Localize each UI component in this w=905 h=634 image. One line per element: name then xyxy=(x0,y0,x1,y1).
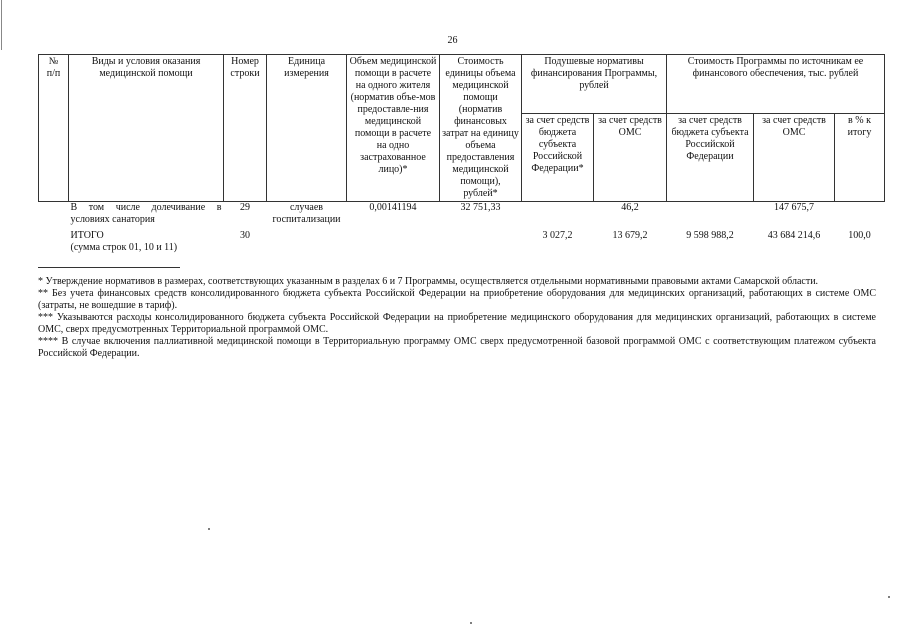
row-per-capita-oms: 46,2 xyxy=(621,202,639,213)
table-row xyxy=(39,226,885,254)
header-row-number: Номер строки xyxy=(224,55,267,202)
row-program-budget: 9 598 988,2 xyxy=(686,230,734,241)
row-per-capita-budget xyxy=(522,202,594,227)
header-per-capita-budget: за счет средств бюджета субъекта Российской Федерации* xyxy=(522,114,594,202)
header-per-capita-oms: за счет средств ОМС xyxy=(594,114,667,202)
header-cost: Стоимость единицы объема медицинской помощи (норматив финансовых затрат на единицу объема предоставления медицинской помощи), рублей* xyxy=(440,55,522,202)
scan-speck xyxy=(470,622,472,624)
header-program-budget: за счет средств бюджета субъекта Российской Федерации xyxy=(667,114,754,202)
row-program-budget xyxy=(667,202,754,227)
footnote-4: **** В случае включения паллиативной медицинской помощи в Территориальную программу ОМС сверх предусмотренной базовой программой ОМС с соответствующим платежом субъекта Российской Федерации. xyxy=(38,336,876,359)
row-volume xyxy=(347,226,440,254)
scan-speck xyxy=(888,596,890,598)
row-cost: 32 751,33 xyxy=(460,202,501,213)
row-number: 29 xyxy=(240,202,250,213)
footnote-separator xyxy=(38,267,180,268)
row-kind: ИТОГО (сумма строк 01, 10 и 11) xyxy=(70,230,178,253)
row-program-oms: 43 684 214,6 xyxy=(767,230,821,241)
row-per-capita-budget: 3 027,2 xyxy=(542,230,573,241)
row-unit: случаев госпитализации xyxy=(272,202,341,225)
footnote-1: * Утверждение нормативов в размерах, соответствующих указанным в разделах 6 и 7 Программы, осуществляется отдельными нормативными правовыми актами Самарской области. xyxy=(38,276,819,287)
row-program-oms: 147 675,7 xyxy=(774,202,814,213)
header-kinds: Виды и условия оказания медицинской помощи xyxy=(69,55,224,202)
row-program-percent: 100,0 xyxy=(848,230,871,241)
header-unit: Единица измерения xyxy=(267,55,347,202)
page-number: 26 xyxy=(447,35,458,46)
footnotes xyxy=(38,276,876,360)
header-program-oms: за счет средств ОМС xyxy=(754,114,835,202)
table-row xyxy=(39,202,885,227)
header-program-percent: в % к итогу xyxy=(835,114,885,202)
row-volume: 0,00141194 xyxy=(369,202,417,213)
header-num: № п/п xyxy=(39,55,69,202)
row-per-capita-oms: 13 679,2 xyxy=(612,230,648,241)
footnote-3: *** Указываются расходы консолидированного бюджета субъекта Российской Федерации на приобретение медицинского оборудования для медицинских организаций, работающих в системе ОМС, сверх предусмотренных Территориальной программой ОМС. xyxy=(38,312,876,335)
header-per-capita: Подушевые нормативы финансирования Программы, рублей xyxy=(522,55,667,114)
row-program-percent xyxy=(835,202,885,227)
row-kind: В том числе долечивание в условиях санатория xyxy=(70,202,222,225)
footnote-2: ** Без учета финансовых средств консолидированного бюджета субъекта Российской Федерации на приобретение оборудования для медицинских организаций, работающих в системе ОМС (затраты, не вошедшие в тариф). xyxy=(38,288,876,311)
row-cost xyxy=(440,226,522,254)
financing-table xyxy=(38,54,885,254)
scan-speck xyxy=(208,528,210,530)
row-number: 30 xyxy=(240,230,250,241)
header-program-cost: Стоимость Программы по источникам ее финансового обеспечения, тыс. рублей xyxy=(667,55,885,114)
row-unit xyxy=(267,226,347,254)
header-volume: Объем медицинской помощи в расчете на одного жителя (норматив объе-мов предоставле-ния медицинской помощи в расчете на одно застрахованное лицо)* xyxy=(347,55,440,202)
